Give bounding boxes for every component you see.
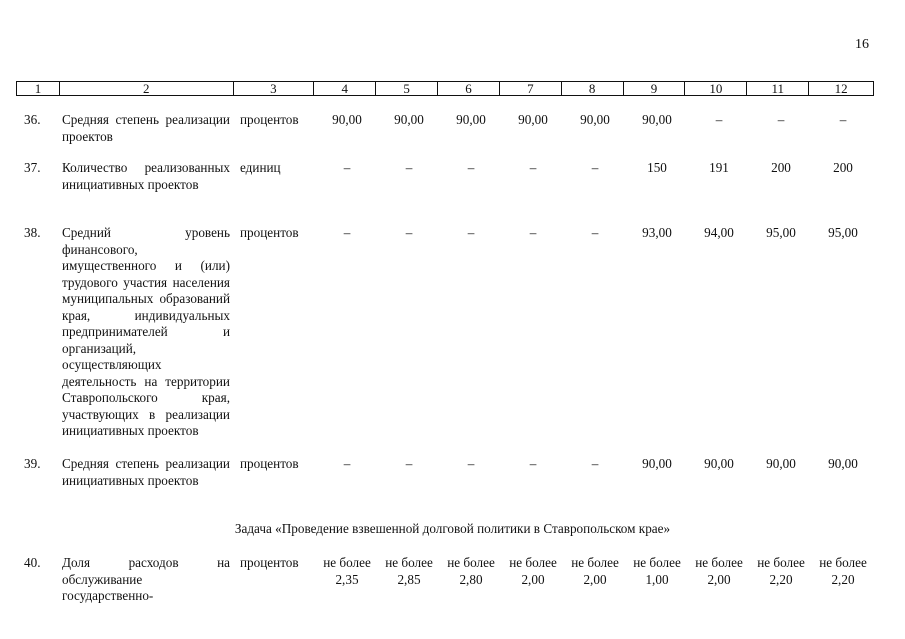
value-cell: не более 2,00 bbox=[571, 555, 619, 587]
header-cell: 7 bbox=[500, 82, 562, 95]
indicator-name: Количество реализованных инициативных проектов bbox=[62, 160, 230, 192]
value-cell: 95,00 bbox=[828, 225, 858, 240]
value-cell: не более 2,00 bbox=[695, 555, 743, 587]
row-number: 38. bbox=[24, 225, 41, 240]
value-cell: 94,00 bbox=[704, 225, 734, 240]
unit: единиц bbox=[240, 160, 281, 175]
value-cell: 191 bbox=[709, 160, 729, 175]
value-cell: 200 bbox=[771, 160, 791, 175]
unit: процентов bbox=[240, 555, 299, 570]
value-cell: – bbox=[467, 456, 475, 471]
value-cell: – bbox=[529, 160, 537, 175]
value-cell: 150 bbox=[647, 160, 667, 175]
value-cell: 90,00 bbox=[456, 112, 486, 127]
row-number: 40. bbox=[24, 555, 41, 570]
value-cell: – bbox=[343, 456, 351, 471]
indicator-name: Средняя степень реализации проектов bbox=[62, 112, 230, 144]
value-cell: – bbox=[529, 456, 537, 471]
header-cell: 6 bbox=[438, 82, 500, 95]
value-cell: 90,00 bbox=[518, 112, 548, 127]
header-cell: 8 bbox=[562, 82, 624, 95]
value-cell: 90,00 bbox=[580, 112, 610, 127]
row-number: 37. bbox=[24, 160, 41, 175]
value-cell: – bbox=[405, 456, 413, 471]
value-cell: – bbox=[777, 112, 785, 127]
value-cell: – bbox=[467, 225, 475, 240]
value-cell: – bbox=[529, 225, 537, 240]
value-cell: – bbox=[591, 456, 599, 471]
value-cell: не более 2,00 bbox=[509, 555, 557, 587]
value-cell: 90,00 bbox=[642, 112, 672, 127]
header-cell: 2 bbox=[60, 82, 234, 95]
value-cell: 90,00 bbox=[394, 112, 424, 127]
value-cell: 90,00 bbox=[332, 112, 362, 127]
task-heading: Задача «Проведение взвешенной долговой политики в Ставропольском крае» bbox=[234, 521, 671, 536]
value-cell: не более 2,80 bbox=[447, 555, 495, 587]
value-cell: не более 2,85 bbox=[385, 555, 433, 587]
unit: процентов bbox=[240, 456, 299, 471]
value-cell: не более 2,20 bbox=[819, 555, 867, 587]
header-cell: 10 bbox=[685, 82, 747, 95]
value-cell: 90,00 bbox=[828, 456, 858, 471]
value-cell: 90,00 bbox=[642, 456, 672, 471]
header-cell: 9 bbox=[624, 82, 686, 95]
header-cell: 4 bbox=[314, 82, 376, 95]
header-cell: 5 bbox=[376, 82, 438, 95]
indicator-name: Средний уровень финансового, имущественного и (или) трудового участия населения муниципальных образований края, индивидуальных предпринимателей и организаций, осуществляющих деятельность на территории Ставропольского края, участвующих в реализации инициативных проектов bbox=[62, 225, 230, 438]
indicator-name: Доля расходов на обслуживание государственно- bbox=[62, 555, 230, 603]
table-header bbox=[16, 81, 874, 96]
value-cell: – bbox=[343, 160, 351, 175]
header-cell: 3 bbox=[234, 82, 315, 95]
value-cell: – bbox=[591, 160, 599, 175]
value-cell: – bbox=[715, 112, 723, 127]
value-cell: не более 2,20 bbox=[757, 555, 805, 587]
value-cell: – bbox=[405, 160, 413, 175]
value-cell: 90,00 bbox=[766, 456, 796, 471]
value-cell: 95,00 bbox=[766, 225, 796, 240]
value-cell: – bbox=[343, 225, 351, 240]
header-cell: 12 bbox=[834, 81, 848, 96]
indicator-name: Средняя степень реализации инициативных проектов bbox=[62, 456, 230, 488]
unit: процентов bbox=[240, 225, 299, 240]
header-cell: 11 bbox=[747, 82, 809, 95]
value-cell: – bbox=[405, 225, 413, 240]
value-cell: 200 bbox=[833, 160, 853, 175]
value-cell: – bbox=[467, 160, 475, 175]
value-cell: не более 2,35 bbox=[323, 555, 371, 587]
value-cell: не более 1,00 bbox=[633, 555, 681, 587]
value-cell: – bbox=[839, 112, 847, 127]
row-number: 39. bbox=[24, 456, 41, 471]
row-number: 36. bbox=[24, 112, 41, 127]
value-cell: – bbox=[591, 225, 599, 240]
value-cell: 90,00 bbox=[704, 456, 734, 471]
header-cell: 1 bbox=[17, 82, 60, 95]
unit: процентов bbox=[240, 112, 299, 127]
value-cell: 93,00 bbox=[642, 225, 672, 240]
page-number: 16 bbox=[855, 37, 869, 52]
